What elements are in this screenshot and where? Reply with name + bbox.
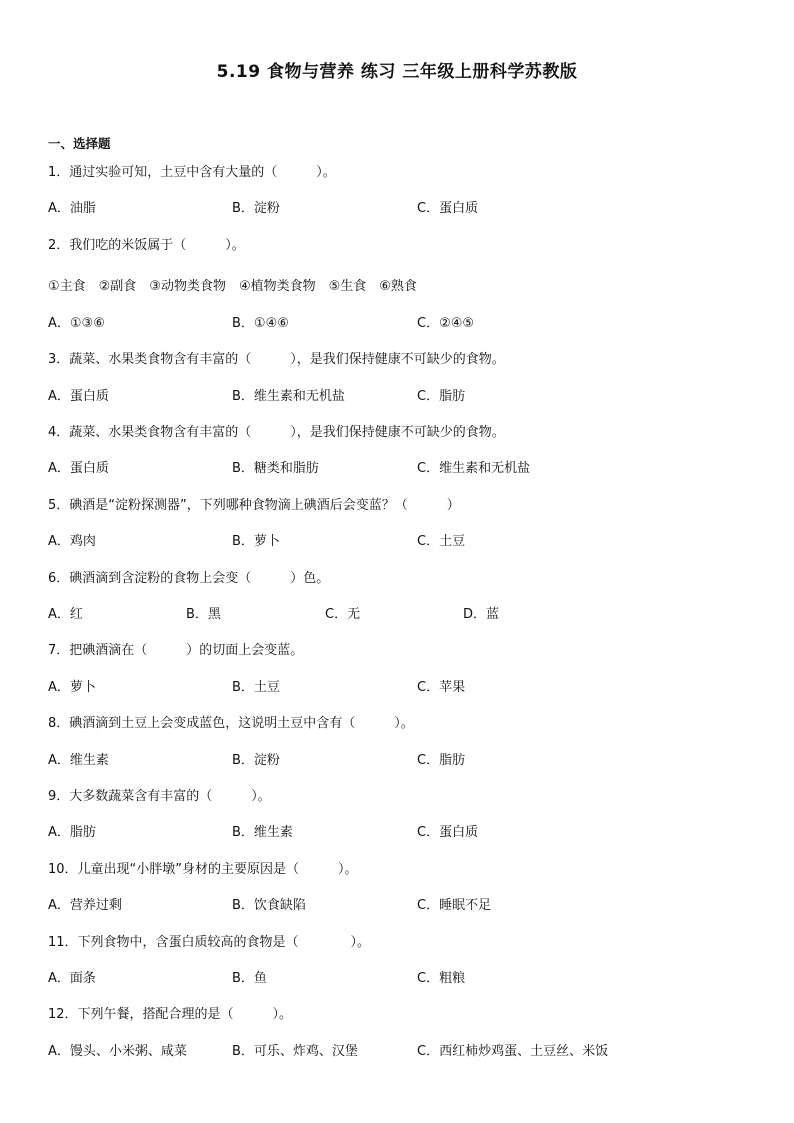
q8-option-c: C．脂肪 bbox=[417, 753, 466, 768]
q5-option-a: A．鸡肉 bbox=[48, 534, 96, 549]
q3-option-b: B．维生素和无机盐 bbox=[232, 389, 345, 404]
q6-option-d: D．蓝 bbox=[463, 607, 500, 622]
q5-option-b: B．萝卜 bbox=[232, 534, 280, 549]
q4-option-b: B．糖类和脂肪 bbox=[232, 461, 319, 476]
q4-option-c: C．维生素和无机盐 bbox=[417, 461, 531, 476]
q1-option-b: B．淀粉 bbox=[232, 201, 280, 216]
q1-option-c: C．蛋白质 bbox=[417, 201, 479, 216]
q9-option-a: A．脂肪 bbox=[48, 825, 96, 840]
q12-option-b: B．可乐、炸鸡、汉堡 bbox=[232, 1044, 358, 1059]
q8-option-a: A．维生素 bbox=[48, 753, 109, 768]
q2-item-list: ①主食 ②副食 ③动物类食物 ④植物类食物 ⑤生食 ⑥熟食 bbox=[48, 279, 417, 294]
question-10: 10．儿童出现“小胖墩”身材的主要原因是（ ）。 bbox=[48, 862, 358, 877]
question-5: 5．碘酒是“淀粉探测器”，下列哪种食物滴上碘酒后会变蓝？（ ） bbox=[48, 498, 460, 513]
q11-option-a: A．面条 bbox=[48, 971, 96, 986]
question-1: 1．通过实验可知，土豆中含有大量的（ ）。 bbox=[48, 165, 336, 180]
q4-option-a: A．蛋白质 bbox=[48, 461, 109, 476]
q1-option-a: A．油脂 bbox=[48, 201, 96, 216]
q10-option-c: C．睡眠不足 bbox=[417, 898, 492, 913]
question-6: 6．碘酒滴到含淀粉的食物上会变（ ）色。 bbox=[48, 571, 330, 586]
section-title: 一、选择题 bbox=[48, 136, 111, 151]
q7-option-b: B．土豆 bbox=[232, 680, 280, 695]
question-7: 7．把碘酒滴在（ ）的切面上会变蓝。 bbox=[48, 643, 304, 658]
q8-option-b: B．淀粉 bbox=[232, 753, 280, 768]
question-4: 4．蔬菜、水果类食物含有丰富的（ ），是我们保持健康不可缺少的食物。 bbox=[48, 425, 505, 440]
q9-option-c: C．蛋白质 bbox=[417, 825, 479, 840]
q2-option-a: A．①③⑥ bbox=[48, 316, 105, 331]
q11-option-b: B．鱼 bbox=[232, 971, 267, 986]
q12-option-a: A．馒头、小米粥、咸菜 bbox=[48, 1044, 187, 1059]
question-2: 2．我们吃的米饭属于（ ）。 bbox=[48, 238, 245, 253]
q3-option-a: A．蛋白质 bbox=[48, 389, 109, 404]
q5-option-c: C．土豆 bbox=[417, 534, 466, 549]
q7-option-c: C．苹果 bbox=[417, 680, 466, 695]
page-title: 5.19 食物与营养 练习 三年级上册科学苏教版 bbox=[216, 62, 578, 82]
q10-option-b: B．饮食缺陷 bbox=[232, 898, 306, 913]
question-12: 12．下列午餐，搭配合理的是（ ）。 bbox=[48, 1007, 293, 1022]
q7-option-a: A．萝卜 bbox=[48, 680, 96, 695]
question-8: 8．碘酒滴到土豆上会变成蓝色，这说明土豆中含有（ ）。 bbox=[48, 716, 414, 731]
q9-option-b: B．维生素 bbox=[232, 825, 293, 840]
q3-option-c: C．脂肪 bbox=[417, 389, 466, 404]
q2-option-b: B．①④⑥ bbox=[232, 316, 289, 331]
q6-option-c: C．无 bbox=[325, 607, 361, 622]
q2-option-c: C．②④⑤ bbox=[417, 316, 475, 331]
question-3: 3．蔬菜、水果类食物含有丰富的（ ），是我们保持健康不可缺少的食物。 bbox=[48, 352, 505, 367]
q6-option-a: A．红 bbox=[48, 607, 83, 622]
q10-option-a: A．营养过剩 bbox=[48, 898, 122, 913]
q6-option-b: B．黑 bbox=[186, 607, 221, 622]
q11-option-c: C．粗粮 bbox=[417, 971, 466, 986]
q12-option-c: C．西红柿炒鸡蛋、土豆丝、米饭 bbox=[417, 1044, 609, 1059]
question-11: 11．下列食物中，含蛋白质较高的食物是（ ）。 bbox=[48, 935, 371, 950]
question-9: 9．大多数蔬菜含有丰富的（ ）。 bbox=[48, 789, 271, 804]
